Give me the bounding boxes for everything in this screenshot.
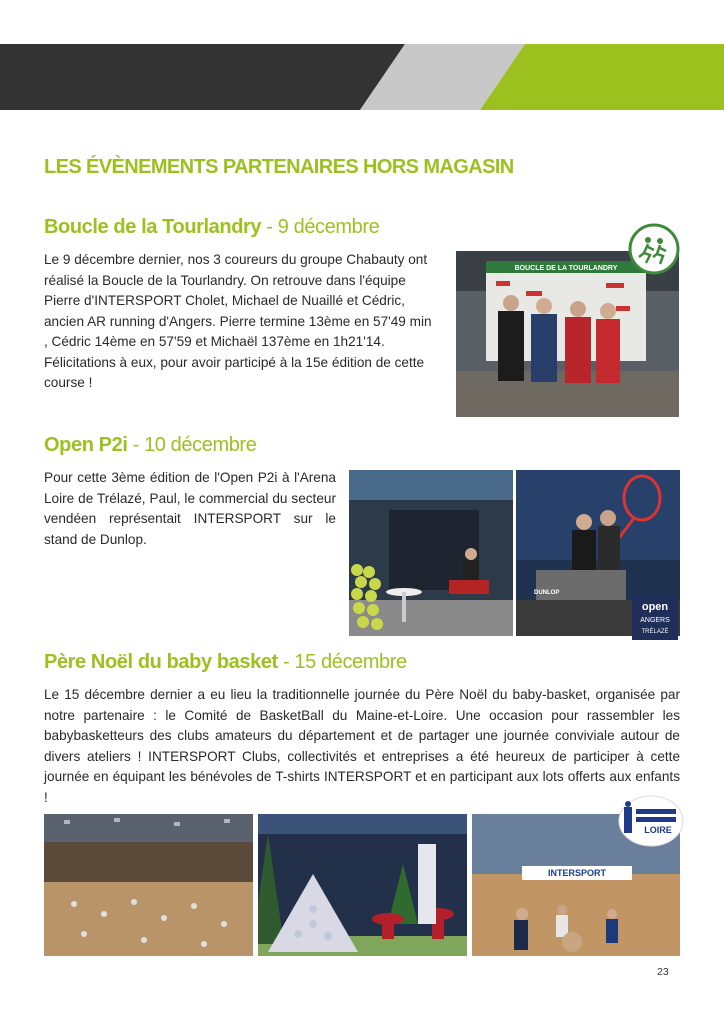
event-text-open-p2i: Pour cette 3ème édition de l'Open P2i à l'Arena Loire de Trélazé, Paul, le commercial du secteur vendéen représentait INTERSPORT sur le stand de Dunlop. xyxy=(44,470,336,547)
logo-angers-text: ANGERS xyxy=(640,617,670,624)
event-name: Boucle de la Tourlandry xyxy=(44,216,262,238)
event-name: Père Noël du baby basket xyxy=(44,651,278,673)
dunlop-brand: DUNLOP xyxy=(534,590,560,596)
page-number: 23 xyxy=(657,966,669,978)
photo-open-p2i-stand xyxy=(349,470,513,636)
runner-logo-icon xyxy=(628,223,680,275)
event-date: - 15 décembre xyxy=(277,651,407,673)
intersport-banner: INTERSPORT xyxy=(547,868,607,878)
banner-tourlandry: BOUCLE DE LA TOURLANDRY xyxy=(514,265,618,272)
event-date: - 9 décembre xyxy=(261,216,380,238)
logo-loire-text: LOIRE xyxy=(644,825,672,835)
event-text-baby-basket: Le 15 décembre dernier a eu lieu la traditionnelle journée du Père Noël du baby-basket, organisée par notre partenaire : le Comité de BasketBall du Maine-et-Loire. Une occasion pour rassembler les babybasketteurs des clubs amateurs du département et de partager une journée conviviale autour de divers ateliers ! INTERSPORT Clubs, collectivités et entreprises a été heureux de participer à cette journée en équipant les bénévoles de T-shirts INTERSPORT et en participant aux lots offerts aux enfants ! xyxy=(44,687,680,805)
logo-trelaze-text: TRÉLAZÉ xyxy=(641,629,669,635)
open-angers-logo-icon xyxy=(632,596,678,640)
event-title-baby-basket xyxy=(44,651,407,674)
event-title-tourlandry xyxy=(44,216,379,239)
photo-baby-basket-tree xyxy=(258,814,467,956)
section-title: LES ÉVÈNEMENTS PARTENAIRES HORS MAGASIN xyxy=(44,156,514,178)
event-text-tourlandry: Le 9 décembre dernier, nos 3 coureurs du groupe Chabauty ont réalisé la Boucle de la Tourlandry. On retrouve dans l'équipe Pierre d'INTERSPORT Cholet, Michael de Nuaillé et Cédric, ancien AR running d'Angers. Pierre termine 13ème en 57'49 min , Cédric 14ème en 57'59 et Michaël 137ème en 1h21'14. Félicitations à eux, pour avoir participé à la 15e édition de cette course ! xyxy=(44,252,432,390)
event-name: Open P2i xyxy=(44,434,128,456)
event-date: - 10 décembre xyxy=(127,434,257,456)
comite-basket-logo-icon xyxy=(618,795,684,847)
event-title-open-p2i xyxy=(44,434,256,457)
logo-open-text: open xyxy=(641,601,669,613)
photo-tourlandry-runners xyxy=(456,251,679,417)
header-band xyxy=(0,44,724,110)
photo-baby-basket-arena xyxy=(44,814,253,956)
